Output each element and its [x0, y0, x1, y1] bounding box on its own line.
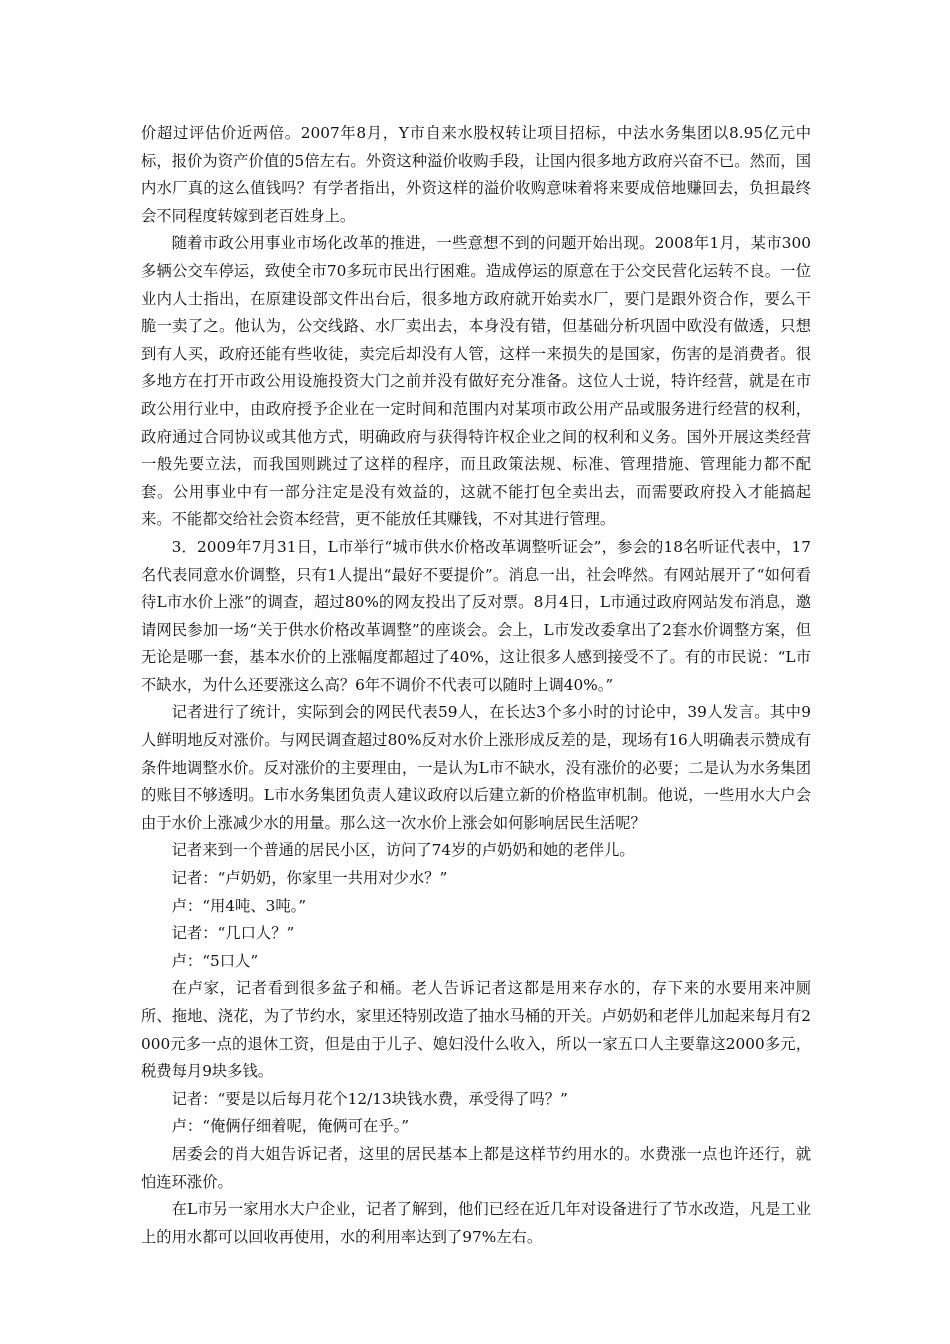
dialogue-line-1: 记者：“卢奶奶，你家里一共用对少水？”: [171, 869, 448, 888]
dialogue-line-3: 记者：“几口人？”: [171, 924, 295, 943]
document-body: [141, 120, 811, 1251]
dialogue-line-2: 卢：“用4吨、3吨。”: [171, 896, 307, 915]
paragraph-7: 居委会的肖大姐告诉记者，这里的居民基本上都是这样节约用水的。水费涨一点也许还行，就怕连环涨价。: [141, 1144, 811, 1191]
paragraph-6: 在卢家，记者看到很多盆子和桶。老人告诉记者这都是用来存水的，存下来的水要用来冲厕所、拖地、浇花，为了节约水，家里还特别改造了抽水马桶的开关。卢奶奶和老伴儿加起来每月有2000元多一点的退休工资，但是由于儿子、媳妇没什么收入，所以一家五口人主要靠这2000多元，税费每月9块多钱。: [141, 979, 811, 1081]
paragraph-2: 随着市政公用事业市场化改革的推进，一些意想不到的问题开始出现。2008年1月，某市300多辆公交车停运，致使全市70多玩市民出行困难。造成停运的原意在于公交民营化运转不良。一位业内人士指出，在原建设部文件出台后，很多地方政府就开始卖水厂，要门是跟外资合作，要么干脆一卖了之。他认为，公交线路、水厂卖出去，本身没有错，但基础分析巩固中欧没有做透，只想到有人买，政府还能有些收徒，卖完后却没有人管，这样一来损失的是国家，伤害的是消费者。很多地方在打开市政公用设施投资大门之前并没有做好充分准备。这位人士说，特许经营，就是在市政公用行业中，由政府授予企业在一定时间和范围内对某项市政公用产品或服务进行经营的权利，政府通过合同协议或其他方式，明确政府与获得特许权企业之间的权利和义务。国外开展这类经营一般先要立法，而我国则跳过了这样的程序，而且政策法规、标准、管理措施、管理能力都不配套。公用事业中有一部分注定是没有效益的，这就不能打包全卖出去，而需要政府投入才能搞起来。不能都交给社会资本经营，更不能放任其赚钱，不对其进行管理。: [141, 234, 811, 529]
dialogue-line-5: 记者：“要是以后每月花个12/13块钱水费，承受得了吗？”: [171, 1089, 568, 1108]
paragraph-5: 记者来到一个普通的居民小区，访问了74岁的卢奶奶和她的老伴儿。: [171, 841, 635, 860]
dialogue-line-6: 卢：“俺俩仔细着呢，俺俩可在乎。”: [171, 1117, 410, 1136]
paragraph-3: 3．2009年7月31日，L市举行“城市供水价格改革调整听证会”，参会的18名听证代表中，17名代表同意水价调整，只有1人提出“最好不要提价”。消息一出，社会哗然。有网站展开了“如何看待L市水价上涨”的调查，超过80%的网友投出了反对票。8月4日，L市通过政府网站发布消息，邀请网民参加一场“关于供水价格改革调整”的座谈会。会上，L市发改委拿出了2套水价调整方案，但无论是哪一套，基本水价的上涨幅度都超过了40%，这让很多人感到接受不了。有的市民说：“L市不缺水，为什么还要涨这么高？6年不调价不代表可以随时上调40%。”: [141, 537, 811, 694]
paragraph-1: 价超过评估价近两倍。2007年8月，Y市自来水股权转让项目招标，中法水务集团以8.95亿元中标，报价为资产价值的5倍左右。外资这种溢价收购手段，让国内很多地方政府兴奋不已。然而，国内水厂真的这么值钱吗？有学者指出，外资这样的溢价收购意味着将来要成倍地赚回去，负担最终会不同程度转嫁到老百姓身上。: [141, 124, 811, 225]
paragraph-4: 记者进行了统计，实际到会的网民代表59人，在长达3个多小时的讨论中，39人发言。其中9人鲜明地反对涨价。与网民调查超过80%反对水价上涨形成反差的是，现场有16人明确表示赞成有条件地调整水价。反对涨价的主要理由，一是认为L市不缺水，没有涨价的必要；二是认为水务集团的账目不够透明。L市水务集团负责人建议政府以后建立新的价格监审机制。他说，一些用水大户会由于水价上涨减少水的用量。那么这一次水价上涨会如何影响居民生活呢？: [141, 703, 811, 832]
paragraph-8: 在L市另一家用水大户企业，记者了解到，他们已经在近几年对设备进行了节水改造，凡是工业上的用水都可以回收再使用，水的利用率达到了97%左右。: [141, 1200, 811, 1246]
dialogue-line-4: 卢：“5口人”: [171, 951, 259, 970]
